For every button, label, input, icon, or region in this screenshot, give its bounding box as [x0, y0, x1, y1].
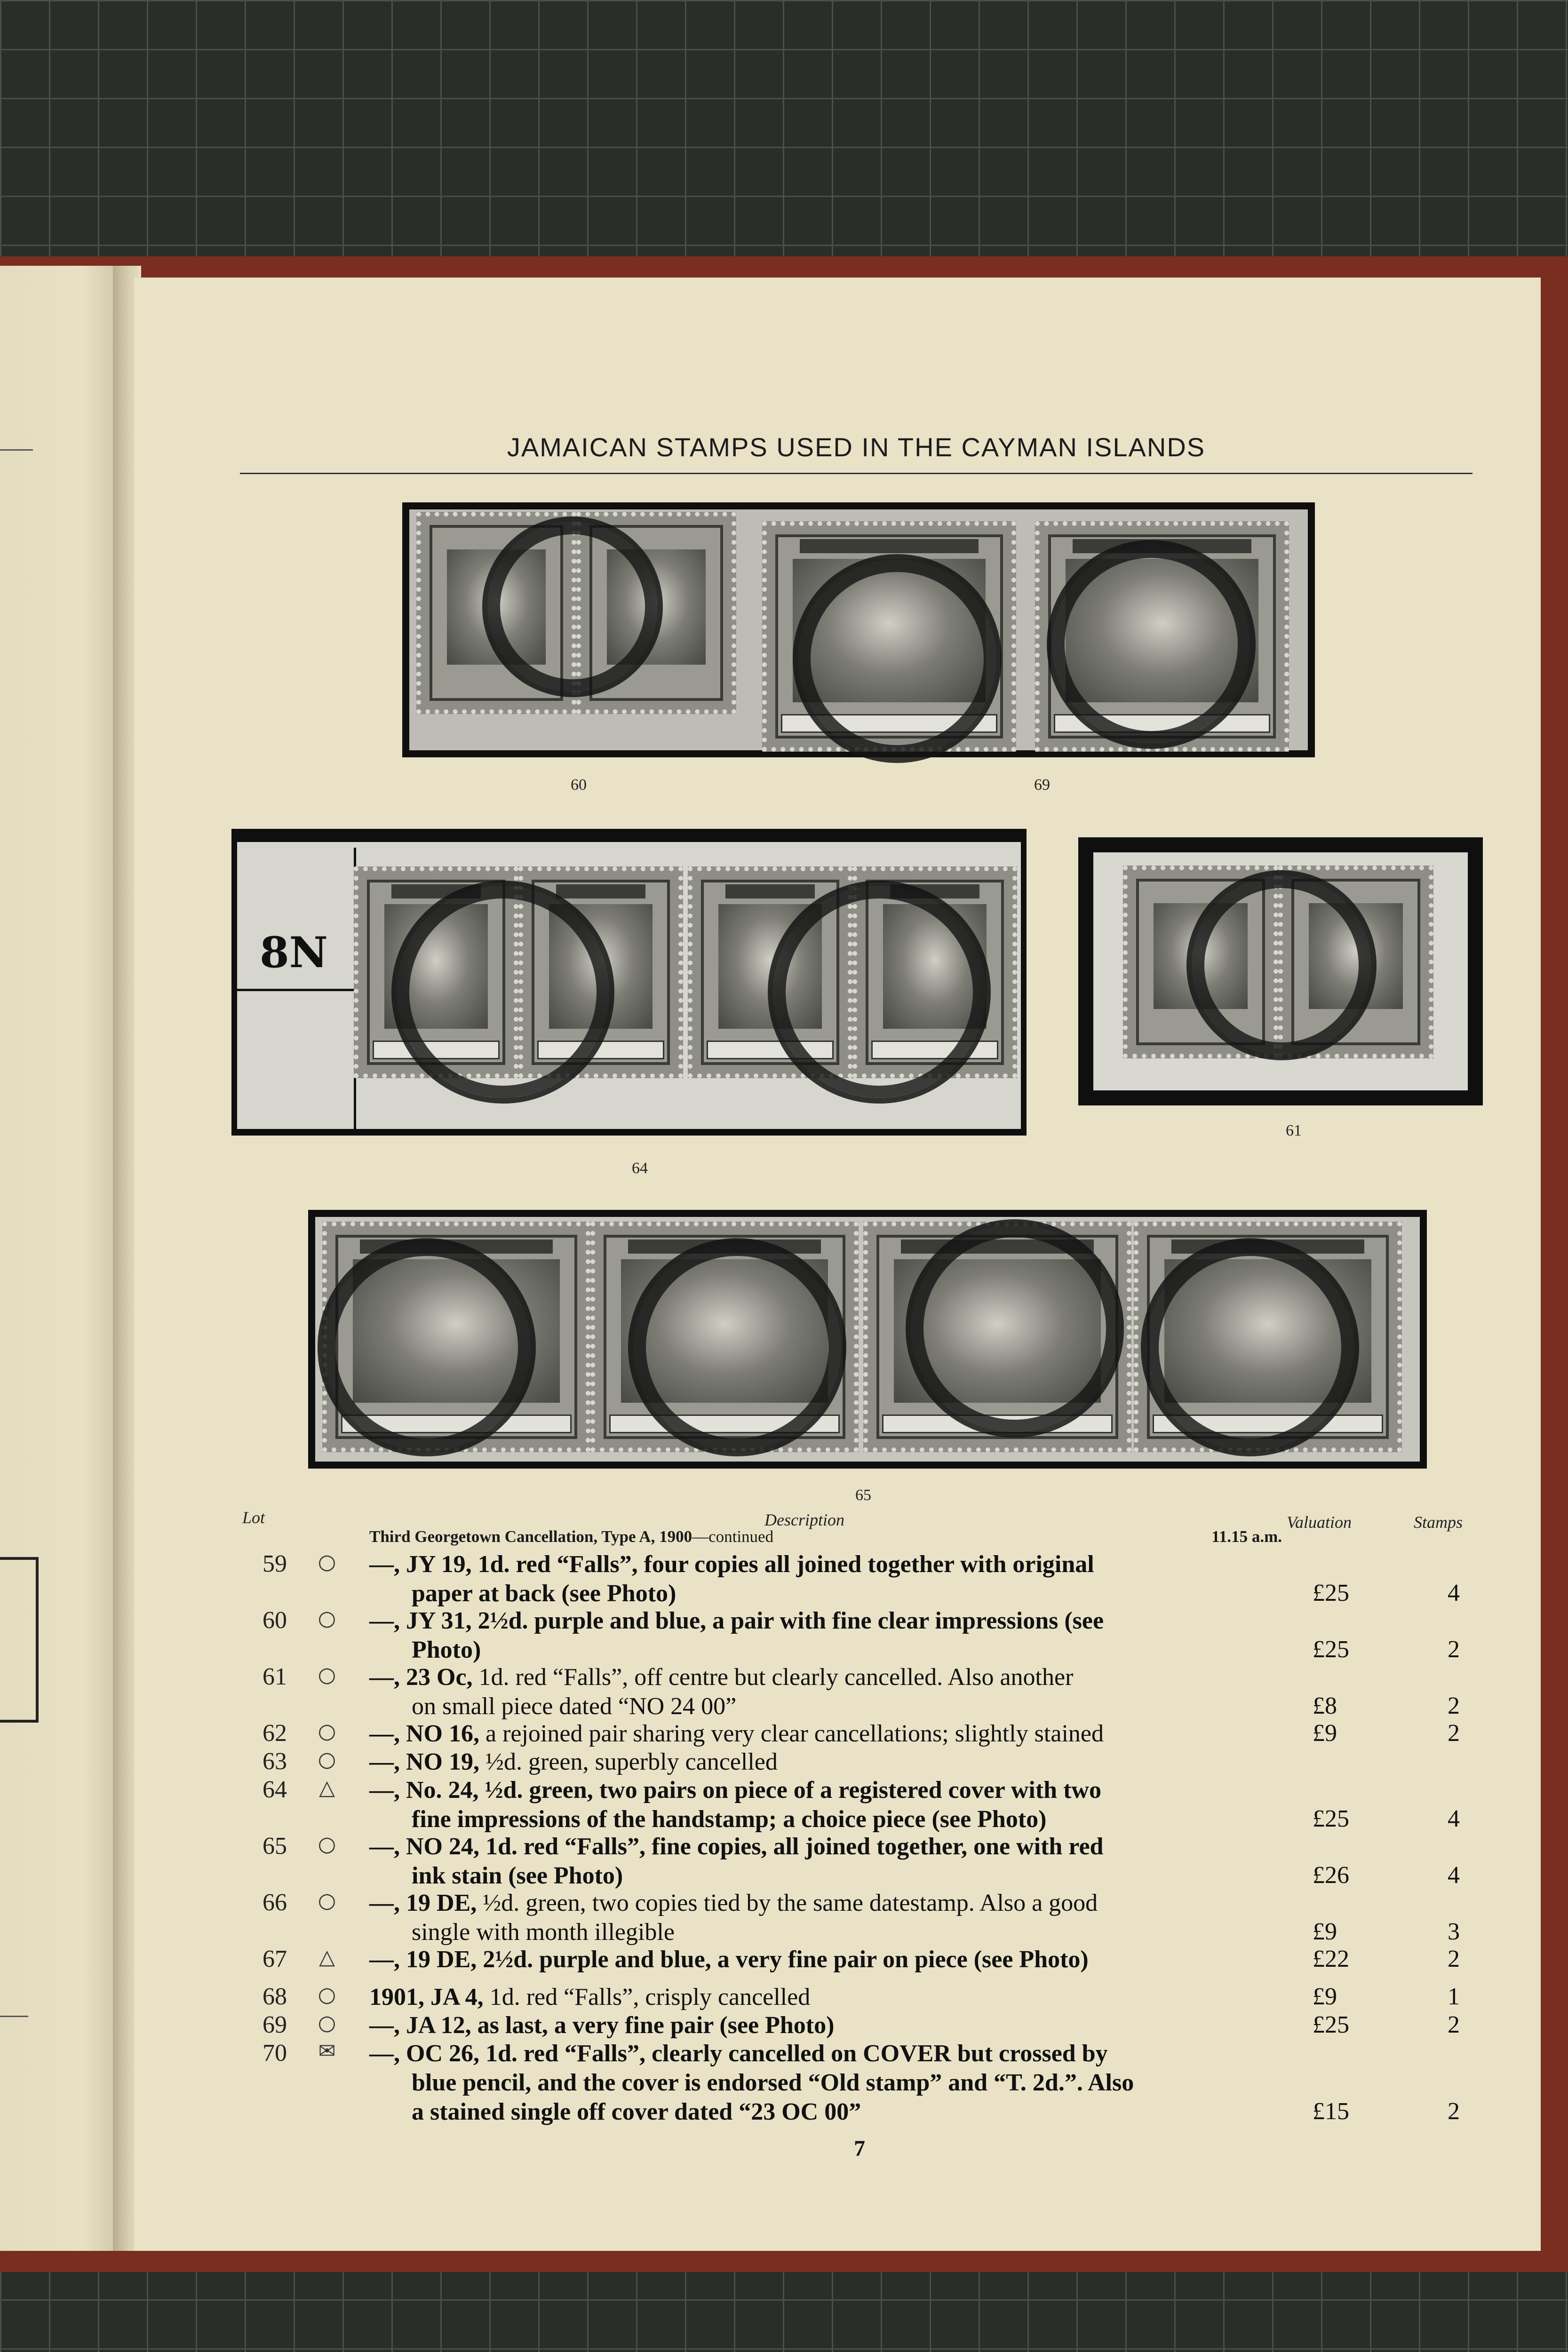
lot-number: 69	[263, 2011, 287, 2038]
condition-symbol-icon: ○	[318, 2011, 336, 2035]
lot-description-block	[369, 1776, 1291, 1834]
condition-symbol-icon: ○	[318, 1606, 336, 1630]
condition-symbol-icon: ○	[318, 1748, 336, 1772]
lot-number: 64	[263, 1776, 287, 1803]
lot-description-bold: ink stain (see Photo)	[412, 1862, 623, 1889]
photo-plate-64: 8N	[231, 829, 1027, 1136]
left-page	[0, 266, 120, 2251]
lot-description: ½d. green, two copies tied by the same datestamp. Also a good	[477, 1890, 1098, 1916]
lot-description-bold: 1901, JA 4,	[369, 1984, 484, 2010]
lot-description-bold: —, JA 12, as last, a very fine pair (see Photo)	[369, 2012, 835, 2039]
lot-description-bold: —, 19 DE, 2½d. purple and blue, a very fine pair on piece (see Photo)	[369, 1946, 1089, 1973]
condition-symbol-icon: △	[319, 1945, 335, 1969]
section-time: 11.15 a.m.	[1211, 1527, 1282, 1546]
lot-valuation: £8	[1313, 1692, 1337, 1719]
lot-valuation: £15	[1313, 2098, 1349, 2125]
lot-description-bold: —, 23 Oc,	[369, 1664, 473, 1691]
condition-symbol-icon: ✉	[318, 2039, 336, 2063]
lot-valuation: £25	[1313, 1580, 1349, 1606]
lot-description-block	[369, 1663, 1291, 1721]
section-name: Third Georgetown Cancellation, Type A, 1900	[369, 1527, 692, 1546]
lot-stamp-count: 1	[1448, 1983, 1460, 2010]
lot-number: 67	[263, 1946, 287, 1972]
postmark-cancel	[1141, 1238, 1359, 1456]
lot-number: 62	[263, 1720, 287, 1747]
postmark-cancel	[906, 1219, 1124, 1438]
column-header-valuation: Valuation	[1287, 1513, 1352, 1532]
lot-valuation: £26	[1313, 1862, 1349, 1889]
photo-caption: 60	[571, 776, 587, 794]
postmark-cancel	[1047, 540, 1256, 749]
lot-number: 61	[263, 1663, 287, 1690]
postmark-cancel	[318, 1238, 536, 1456]
lot-description-block	[369, 2011, 1291, 2040]
lot-valuation: £9	[1313, 1983, 1337, 2010]
condition-symbol-icon: ○	[318, 1550, 336, 1574]
lot-valuation: £25	[1313, 1636, 1349, 1663]
photo-plate-65	[308, 1210, 1427, 1469]
lot-description-block	[369, 1606, 1291, 1665]
lot-description: a rejoined pair sharing very clear cancellations; slightly stained	[479, 1720, 1104, 1747]
lot-description-block	[369, 1832, 1291, 1891]
lot-description: single with month illegible	[412, 1919, 675, 1946]
lot-description-bold: fine impressions of the handstamp; a choice piece (see Photo)	[412, 1806, 1047, 1833]
section-continued: —continued	[692, 1527, 774, 1546]
lot-stamp-count: 4	[1448, 1580, 1460, 1606]
condition-symbol-icon: ○	[318, 1663, 336, 1687]
lot-description-bold: —, NO 16,	[369, 1720, 479, 1747]
photo-caption: 65	[855, 1486, 871, 1504]
lot-stamp-count: 3	[1448, 1918, 1460, 1945]
lot-valuation: £25	[1313, 2011, 1349, 2038]
lot-valuation: £22	[1313, 1946, 1349, 1972]
lot-description-block	[369, 2039, 1291, 2127]
lot-description-block	[369, 1748, 1291, 1777]
lot-stamp-count: 2	[1448, 2011, 1460, 2038]
condition-symbol-icon: ○	[318, 1719, 336, 1743]
lot-number: 66	[263, 1889, 287, 1916]
column-header-lot: Lot	[242, 1508, 265, 1527]
lot-description-bold: —, NO 19,	[369, 1748, 479, 1775]
lot-stamp-count: 2	[1448, 2098, 1460, 2125]
photo-caption: 61	[1286, 1122, 1302, 1139]
lot-description: ½d. green, superbly cancelled	[479, 1748, 778, 1775]
photo-plate-60-69	[402, 502, 1315, 757]
lot-stamp-count: 2	[1448, 1720, 1460, 1747]
lot-description: 1d. red “Falls”, crisply cancelled	[483, 1984, 811, 2010]
lot-description-bold: —, NO 24, 1d. red “Falls”, fine copies, all joined together, one with red	[369, 1833, 1104, 1860]
condition-symbol-icon: ○	[318, 1889, 336, 1913]
page-number: 7	[854, 2136, 865, 2161]
postmark-cancel	[793, 554, 1002, 763]
postmark-cancel	[391, 881, 614, 1104]
section-title	[369, 1527, 1282, 1546]
condition-symbol-icon: △	[319, 1776, 335, 1800]
postmark-cancel	[768, 881, 991, 1104]
left-page-box	[0, 1557, 39, 1723]
lot-number: 60	[263, 1607, 287, 1634]
left-page-rule	[0, 449, 33, 451]
postmark-cancel	[628, 1238, 846, 1456]
lot-description-bold: Photo)	[412, 1637, 481, 1663]
photo-caption: 64	[632, 1160, 648, 1177]
left-page-rule	[0, 2016, 28, 2017]
lot-description: on small piece dated “NO 24 00”	[412, 1693, 737, 1720]
lot-stamp-count: 2	[1448, 1946, 1460, 1972]
lot-description-block	[369, 1945, 1291, 1974]
lot-description-bold: —, JY 31, 2½d. purple and blue, a pair with fine clear impressions (see	[369, 1607, 1104, 1634]
lot-stamp-count: 2	[1448, 1692, 1460, 1719]
lot-description-block	[369, 1550, 1291, 1608]
lot-description-block	[369, 1983, 1291, 2012]
column-header-description: Description	[764, 1510, 844, 1529]
lot-number: 59	[263, 1550, 287, 1577]
photo-caption: 69	[1034, 776, 1050, 794]
lot-number: 70	[263, 2040, 287, 2066]
page-header: JAMAICAN STAMPS USED IN THE CAYMAN ISLANDS	[507, 432, 1206, 462]
lot-valuation: £9	[1313, 1720, 1337, 1747]
lot-description-bold: paper at back (see Photo)	[412, 1580, 677, 1607]
lot-number: 63	[263, 1748, 287, 1775]
lot-description: 1d. red “Falls”, off centre but clearly cancelled. Also another	[472, 1664, 1074, 1691]
lot-valuation: £9	[1313, 1918, 1337, 1945]
lot-description-bold: —, No. 24, ½d. green, two pairs on piece of a registered cover with two	[369, 1777, 1101, 1804]
lot-description-bold: —, 19 DE,	[369, 1890, 477, 1916]
condition-symbol-icon: ○	[318, 1983, 336, 2007]
header-rule	[240, 473, 1472, 474]
lot-number: 65	[263, 1833, 287, 1859]
photo-plate-61	[1078, 837, 1483, 1105]
postmark-cancel	[482, 516, 663, 697]
lot-description-block	[369, 1719, 1291, 1748]
lot-stamp-count: 4	[1448, 1805, 1460, 1832]
lot-description-block	[369, 1889, 1291, 1947]
postmark-cancel	[1186, 870, 1377, 1060]
lot-description-bold: —, JY 19, 1d. red “Falls”, four copies all joined together with original	[369, 1551, 1094, 1578]
lot-valuation: £25	[1313, 1805, 1349, 1832]
lot-stamp-count: 2	[1448, 1636, 1460, 1663]
column-header-stamps: Stamps	[1414, 1513, 1463, 1532]
lot-description-bold: a stained single off cover dated “23 OC 00”	[412, 2098, 861, 2125]
lot-description-bold: —, OC 26, 1d. red “Falls”, clearly cancelled on COVER but crossed by	[369, 2040, 1108, 2067]
lot-stamp-count: 4	[1448, 1862, 1460, 1889]
lot-description-bold: blue pencil, and the cover is endorsed “Old stamp” and “T. 2d.”. Also	[412, 2069, 1134, 2096]
condition-symbol-icon: ○	[318, 1832, 336, 1856]
lot-number: 68	[263, 1983, 287, 2010]
